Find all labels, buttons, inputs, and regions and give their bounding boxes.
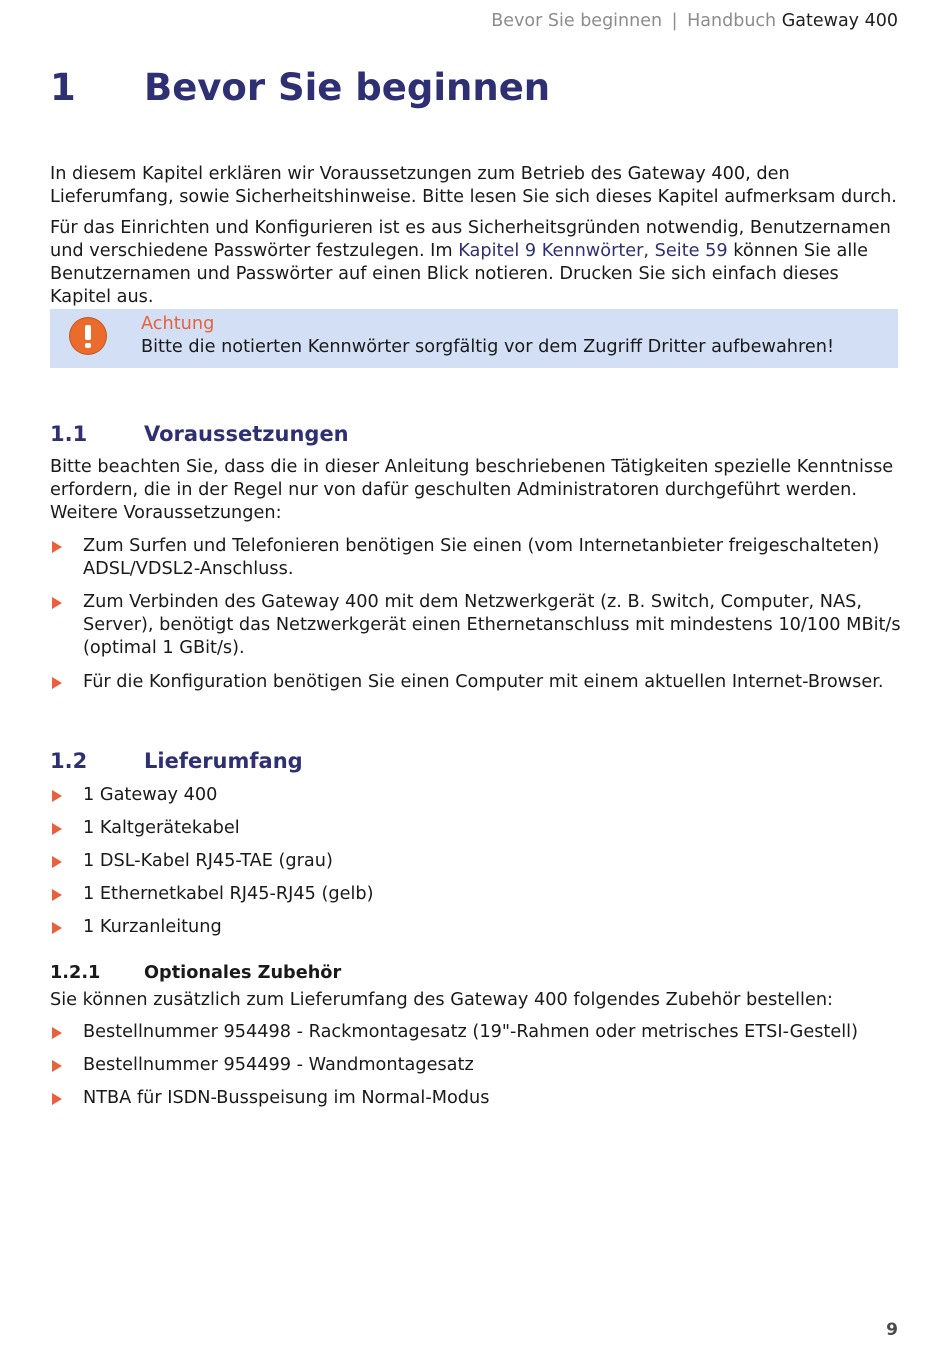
bullet-arrow-icon (52, 922, 62, 934)
list-item-text: Zum Verbinden des Gateway 400 mit dem Netzwerkgerät (z. B. Switch, Computer, NAS, Server), benötigt das Netzwerkgerät einen Ethernetanschluss mit mindestens 10/100 MBit/s (optimal 1 GBit/s). (83, 592, 901, 658)
intro-paragraph-2 (50, 217, 902, 309)
bullet-arrow-icon (52, 1027, 62, 1039)
list-item-text: 1 Kaltgerätekabel (83, 818, 240, 838)
chapter-heading (50, 66, 550, 109)
requirements-intro-text: Bitte beachten Sie, dass die in dieser Anleitung beschriebenen Tätigkeiten spezielle Kenntnisse erfordern, die in der Regel nur von dafür geschulten Administratoren durchgeführt werden. Weitere Voraussetzungen: (50, 457, 894, 523)
bullet-arrow-icon (52, 856, 62, 868)
intro-text-2-before: Für das Einrichten und Konfigurieren ist es aus Sicherheitsgründen notwendig, Benutzernamen und verschiedene Passwörter festzulegen. Im (50, 218, 891, 261)
bullet-arrow-icon (52, 541, 62, 553)
note-title: Achtung (141, 314, 215, 334)
note-text: Bitte die notierten Kennwörter sorgfältig vor dem Zugriff Dritter aufbewahren! (141, 337, 835, 357)
list-item (50, 535, 902, 581)
list-item-text: Bestellnummer 954498 - Rackmontagesatz (19"-Rahmen oder metrisches ETSI-Gestell) (83, 1022, 858, 1042)
chapter-9-link[interactable]: Kapitel 9 Kennwörter, Seite 59 (458, 241, 728, 261)
subsection-heading-1-2-1 (50, 963, 341, 983)
bullet-arrow-icon (52, 889, 62, 901)
list-item (50, 1087, 902, 1110)
list-item (50, 850, 902, 873)
section-heading-1-1 (50, 422, 349, 446)
list-item (50, 1054, 902, 1077)
bullet-arrow-icon (52, 1093, 62, 1105)
section-number: 1.2 (50, 749, 88, 773)
header-manual: Handbuch (687, 11, 777, 31)
running-header (491, 11, 898, 31)
list-item (50, 591, 902, 660)
list-item-text: Für die Konfiguration benötigen Sie einen Computer mit einem aktuellen Internet-Browser. (83, 672, 884, 692)
accessories-intro (50, 989, 902, 1012)
bullet-arrow-icon (52, 790, 62, 802)
section-heading-1-2 (50, 749, 303, 773)
subsection-number: 1.2.1 (50, 963, 101, 983)
intro-paragraph-1 (50, 163, 902, 209)
header-section: Bevor Sie beginnen (491, 11, 663, 31)
list-item-text: Zum Surfen und Telefonieren benötigen Sie einen (vom Internetanbieter freigeschalteten) ADSL/VDSL2-Anschluss. (83, 536, 880, 579)
warning-note (50, 309, 898, 368)
list-item-text: Bestellnummer 954499 - Wandmontagesatz (83, 1055, 474, 1075)
list-item-text: 1 Gateway 400 (83, 785, 218, 805)
exclamation-icon (70, 318, 106, 354)
list-item-text: 1 Ethernetkabel RJ45-RJ45 (gelb) (83, 884, 374, 904)
list-item (50, 883, 902, 906)
header-separator: | (671, 11, 678, 31)
bullet-arrow-icon (52, 823, 62, 835)
intro-text-1: In diesem Kapitel erklären wir Voraussetzungen zum Betrieb des Gateway 400, den Lieferumfang, sowie Sicherheitshinweise. Bitte lesen Sie sich dieses Kapitel aufmerksam durch. (50, 164, 897, 207)
list-item (50, 784, 902, 807)
bullet-arrow-icon (52, 1060, 62, 1072)
list-item-text: NTBA für ISDN-Busspeisung im Normal-Modus (83, 1088, 490, 1108)
intro-text-2 (50, 217, 902, 309)
header-product: Gateway 400 (781, 11, 898, 31)
chapter-title: Bevor Sie beginnen (144, 66, 551, 109)
bullet-arrow-icon (52, 597, 62, 609)
section-title: Lieferumfang (144, 749, 303, 773)
bullet-arrow-icon (52, 677, 62, 689)
list-item (50, 1021, 902, 1044)
section-number: 1.1 (50, 422, 88, 446)
intro-text-2-after: können Sie alle Benutzernamen und Passwörter auf einen Blick notieren. Drucken Sie sich einfach dieses Kapitel aus. (50, 241, 869, 307)
section-title: Voraussetzungen (144, 422, 349, 446)
list-item-text: 1 DSL-Kabel RJ45-TAE (grau) (83, 851, 333, 871)
page-number: 9 (886, 1320, 898, 1340)
list-item (50, 671, 902, 694)
subsection-title: Optionales Zubehör (144, 963, 342, 983)
accessories-intro-text: Sie können zusätzlich zum Lieferumfang des Gateway 400 folgendes Zubehör bestellen: (50, 990, 834, 1010)
list-item (50, 817, 902, 840)
list-item-text: 1 Kurzanleitung (83, 917, 222, 937)
list-item (50, 916, 902, 939)
chapter-number: 1 (50, 66, 76, 109)
requirements-intro (50, 456, 902, 525)
